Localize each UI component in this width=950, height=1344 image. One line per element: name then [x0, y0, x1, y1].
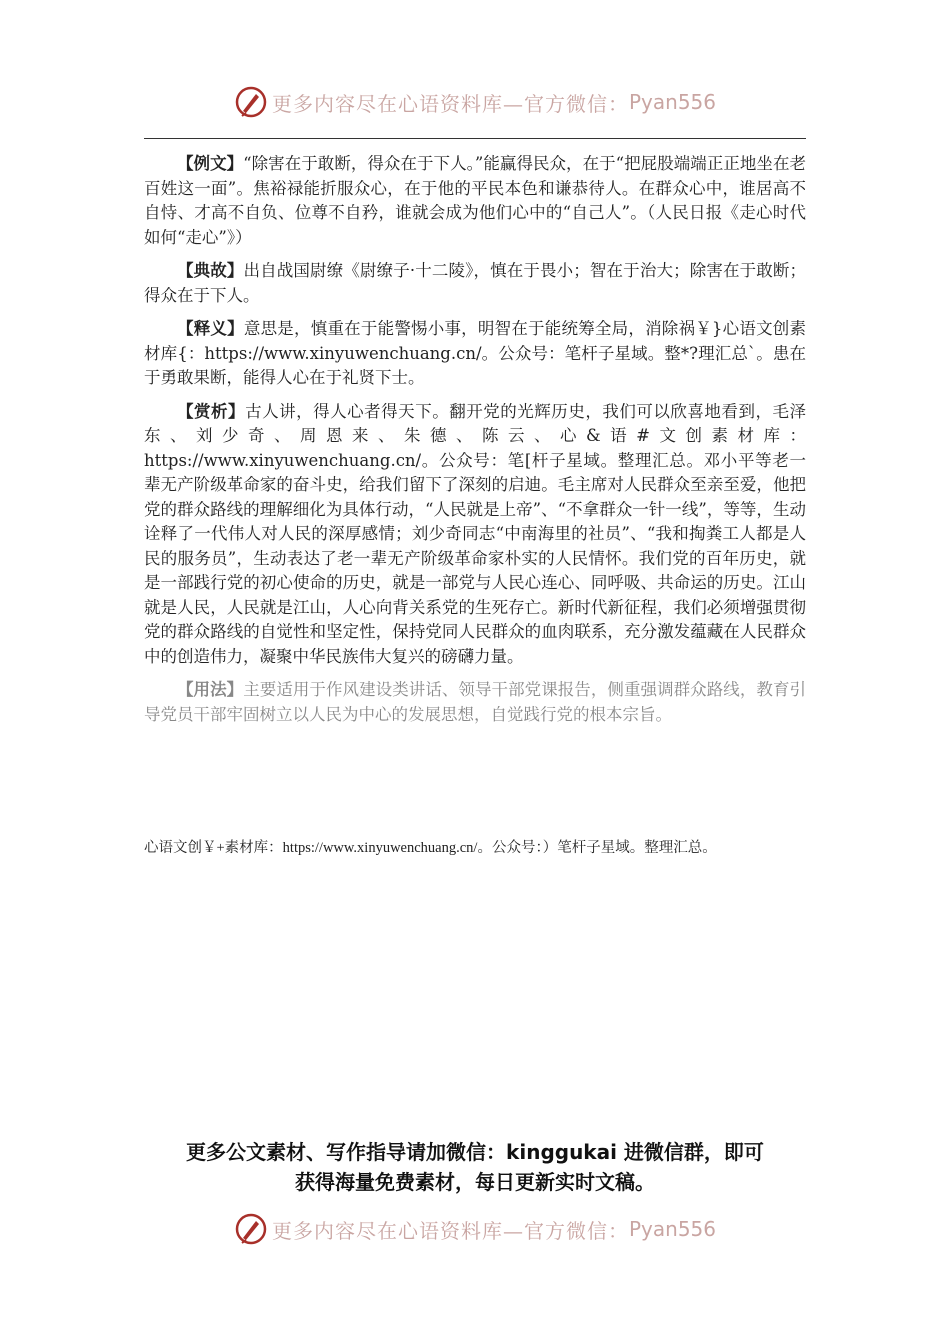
footer-banner: [0, 1207, 950, 1251]
header-divider: [144, 138, 806, 139]
promo-block: [0, 1137, 950, 1197]
paragraph-allusion: [144, 259, 806, 308]
footer-banner-handle: Pyan556: [628, 1217, 716, 1241]
paragraph-meaning: [144, 317, 806, 391]
quill-logo-icon: [234, 1212, 268, 1246]
paragraph-appreciation: [144, 400, 806, 670]
paragraph-text: 出自战国尉缭《尉缭子·十二陵》，慎在于畏小；智在于治大；除害在于敢断；得众在于下人。: [144, 261, 806, 305]
source-note: 心语文创￥+素材库：https://www.xinyuwenchuang.cn/。公众号：）笔杆子星域。整理汇总。: [144, 840, 717, 856]
paragraph-label: 【赏析】: [177, 401, 246, 421]
paragraph-label: 【典故】: [177, 261, 244, 280]
footer-banner-text: 更多内容尽在心语资料库—官方微信：: [271, 1218, 629, 1243]
header-banner-handle: Pyan556: [628, 90, 716, 114]
paragraph-text: 古人讲，得人心者得天下。翻开党的光辉历史，我们可以欣喜地看到，毛泽东、刘少奇、周恩来、朱德、陈云、心&语#文创素材库：https://www.xinyuwenchuang.cn/。公众号：笔[杆子星域。整理汇总。邓小平等老一辈无产阶级革命家的奋斗史，给我们留下了深刻的启迪。毛主席对人民群众至亲至爱，他把党的群众路线的理解细化为具体行动，“人民就是上帝”、“不拿群众一针一线”，等等，生动诠释了一代伟人对人民的深厚感情；刘少奇同志“中南海里的社员”、“我和掏粪工人都是人民的服务员”，生动表达了老一辈无产阶级革命家朴实的人民情怀。我们党的百年历史，就是一部践行党的初心使命的历史，就是一部党与人民心连心、同呼吸、共命运的历史。江山就是人民，人民就是江山，人心向背关系党的生死存亡。新时代新征程，我们必须增强贯彻党的群众路线的自觉性和坚定性，保持党同人民群众的血肉联系，充分激发蕴藏在人民群众中的创造伟力，凝聚中华民族伟大复兴的磅礴力量。: [144, 401, 807, 666]
header-banner: [0, 80, 950, 124]
paragraph-text: “除害在于敢断，得众在于下人。”能赢得民众，在于“把屁股端端正正地坐在老百姓这一面”。焦裕禄能折服众心，在于他的平民本色和谦恭待人。在群众心中，谁居高不自恃、才高不自负、位尊不自矜，谁就会成为他们心中的“自己人”。（人民日报《走心时代如何“走心”》）: [144, 154, 807, 247]
paragraph-label: 【例文】: [177, 154, 244, 173]
banner-inner: [234, 1212, 716, 1246]
paragraph-text: 意思是，慎重在于能警惕小事，明智在于能统筹全局，消除祸￥}心语文创素材库{：https://www.xinyuwenchuang.cn/。公众号：笔杆子星域。整*?理汇总`。患在于勇敢果断，能得人心在于礼贤下士。: [144, 319, 807, 387]
document-body: [144, 152, 806, 736]
paragraph-text: 主要适用于作风建设类讲话、领导干部党课报告，侧重强调群众路线，教育引导党员干部牢固树立以人民为中心的发展思想，自觉践行党的根本宗旨。: [144, 680, 807, 724]
paragraph-example: [144, 152, 806, 250]
banner-inner: [234, 85, 716, 119]
promo-line-1: 更多公文素材、写作指导请加微信：kinggukai 进微信群，即可: [186, 1140, 764, 1164]
paragraph-label: 【用法】: [177, 680, 244, 699]
paragraph-label: 【释义】: [177, 319, 244, 338]
quill-logo-icon: [234, 85, 268, 119]
promo-line-2: 获得海量免费素材，每日更新实时文稿。: [295, 1170, 655, 1194]
header-banner-text: 更多内容尽在心语资料库—官方微信：: [271, 91, 629, 116]
paragraph-usage: [144, 678, 806, 727]
